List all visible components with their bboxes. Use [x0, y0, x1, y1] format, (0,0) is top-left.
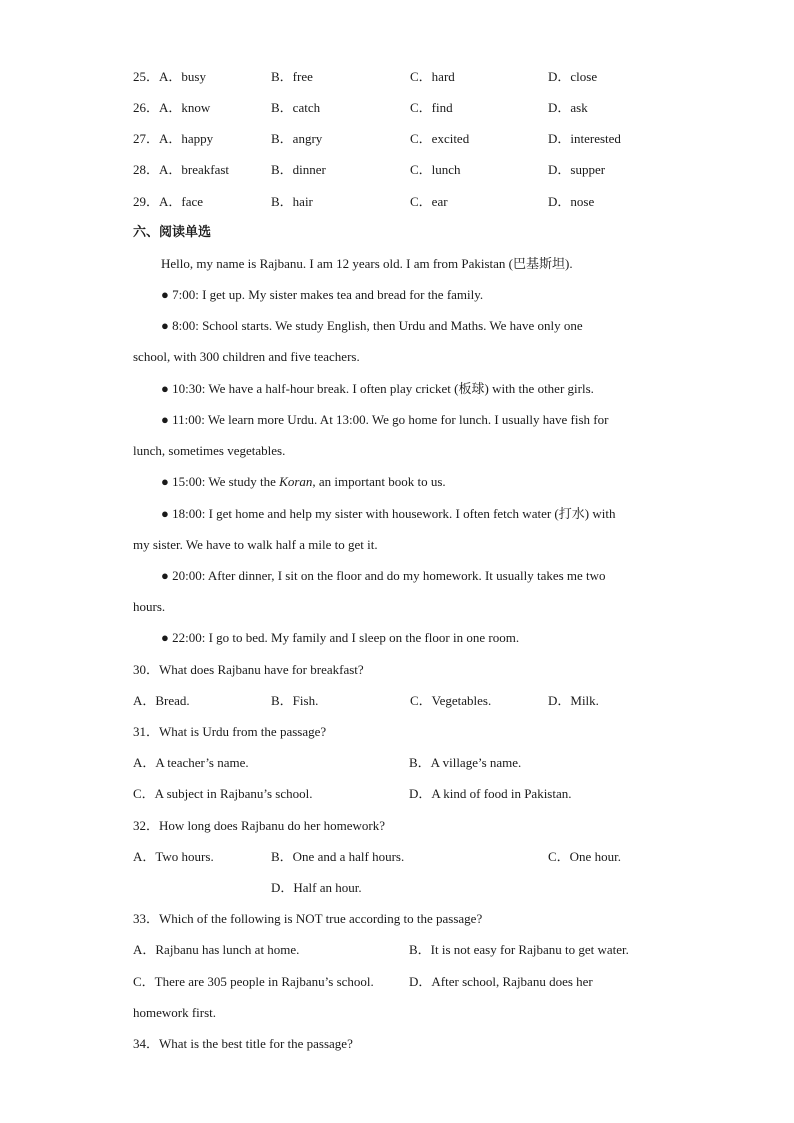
q31-option-b: B．A village’s name. — [409, 755, 522, 770]
q28-option-d: D．supper — [548, 162, 606, 177]
q31-option-c: C．A subject in Rajbanu’s school. — [133, 786, 313, 801]
q33-option-c: C．There are 305 people in Rajbanu’s school. — [133, 974, 374, 989]
q25-option-d: D．close — [548, 69, 598, 84]
q27-option-b: B．angry — [271, 131, 323, 146]
q30-option-a: A．Bread. — [133, 693, 190, 708]
q31-option-d: D．A kind of food in Pakistan. — [409, 786, 572, 801]
q29-option-c: C．ear — [410, 194, 448, 209]
passage-line: ● 18:00: I get home and help my sister with housework. I often fetch water (打水) with — [161, 506, 616, 521]
q27-option-c: C．excited — [410, 131, 470, 146]
passage-line: ● 11:00: We learn more Urdu. At 13:00. We go home for lunch. I usually have fish for — [161, 412, 609, 427]
q25-option-c: C．hard — [410, 69, 455, 84]
question-33-stem: 33．Which of the following is NOT true according to the passage? — [133, 911, 483, 926]
question-31-stem: 31．What is Urdu from the passage? — [133, 724, 327, 739]
q33-option-a: A．Rajbanu has lunch at home. — [133, 942, 300, 957]
q30-option-b: B．Fish. — [271, 693, 319, 708]
q25-option-b: B．free — [271, 69, 313, 84]
q29-option-d: D．nose — [548, 194, 595, 209]
q33-option-b: B．It is not easy for Rajbanu to get water. — [409, 942, 629, 957]
passage-line: school, with 300 children and five teachers. — [133, 349, 360, 364]
q25-option-a: 25．A．busy — [133, 69, 206, 84]
q32-option-d: D．Half an hour. — [271, 880, 362, 895]
passage-line: my sister. We have to walk half a mile to get it. — [133, 537, 378, 552]
question-32-stem: 32．How long does Rajbanu do her homework? — [133, 818, 386, 833]
passage-intro: Hello, my name is Rajbanu. I am 12 years old. I am from Pakistan (巴基斯坦). — [161, 256, 573, 271]
q28-option-c: C．lunch — [410, 162, 461, 177]
passage-line: lunch, sometimes vegetables. — [133, 443, 286, 458]
q26-option-d: D．ask — [548, 100, 588, 115]
q33-option-d-continued: homework first. — [133, 1005, 217, 1020]
question-34-stem: 34．What is the best title for the passage? — [133, 1036, 353, 1051]
passage-line: ● 15:00: We study the Koran, an important book to us. — [161, 474, 446, 489]
q26-option-c: C．find — [410, 100, 453, 115]
q26-option-b: B．catch — [271, 100, 321, 115]
q29-option-b: B．hair — [271, 194, 313, 209]
passage-line: ● 7:00: I get up. My sister makes tea and bread for the family. — [161, 287, 484, 302]
q32-option-a: A．Two hours. — [133, 849, 214, 864]
q31-option-a: A．A teacher’s name. — [133, 755, 249, 770]
q30-option-d: D．Milk. — [548, 693, 599, 708]
q28-option-b: B．dinner — [271, 162, 326, 177]
q32-option-c: C．One hour. — [548, 849, 621, 864]
q29-option-a: 29．A．face — [133, 194, 204, 209]
passage-line: ● 22:00: I go to bed. My family and I sleep on the floor in one room. — [161, 630, 520, 645]
q28-option-a: 28．A．breakfast — [133, 162, 230, 177]
q27-option-a: 27．A．happy — [133, 131, 214, 146]
q27-option-d: D．interested — [548, 131, 621, 146]
question-30-stem: 30．What does Rajbanu have for breakfast? — [133, 662, 364, 677]
q32-option-b: B．One and a half hours. — [271, 849, 405, 864]
section-title: 六、阅读单选 — [133, 225, 212, 240]
passage-line: ● 8:00: School starts. We study English, then Urdu and Maths. We have only one — [161, 318, 583, 333]
passage-line: hours. — [133, 599, 166, 614]
passage-line: ● 10:30: We have a half-hour break. I often play cricket (板球) with the other girls. — [161, 381, 594, 396]
q26-option-a: 26．A．know — [133, 100, 211, 115]
q30-option-c: C．Vegetables. — [410, 693, 492, 708]
q33-option-d: D．After school, Rajbanu does her — [409, 974, 593, 989]
passage-line: ● 20:00: After dinner, I sit on the floor and do my homework. It usually takes me two — [161, 568, 606, 583]
